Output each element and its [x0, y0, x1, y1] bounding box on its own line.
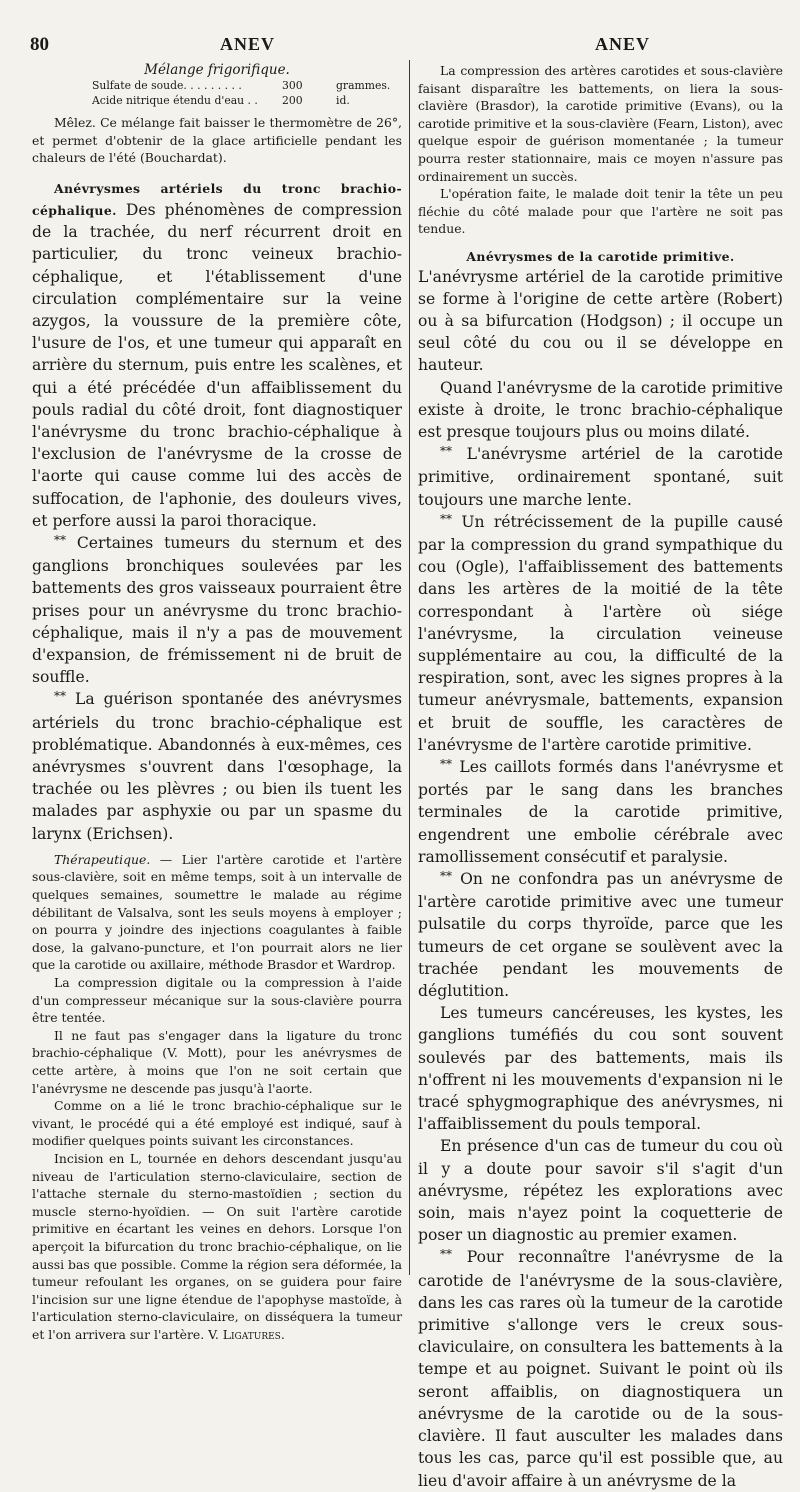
guerison-text: La guérison spontanée des anévrysmes artériels du tronc brachio-céphalique est problématique. Abandonnés à eux-mêmes, ces anévrysmes s'ouvrent dans l'œsophage, la trachée ou les plèvres ; ou bien ils tuent les malades par asphyxie ou par un spasme du larynx (Erichsen).	[32, 690, 402, 843]
operation-faite-paragraph: L'opération faite, le malade doit tenir la tête un peu fléchie du côté malade pour que l'artère ne soit pas tendue.	[418, 186, 783, 237]
asterism: **	[54, 689, 66, 704]
quand-droite-paragraph: Quand l'anévrysme de la carotide primitive existe à droite, le tronc brachio-céphalique est presque toujours plus ou moins dilaté.	[418, 378, 783, 441]
asterism: **	[440, 757, 452, 771]
ligatures-reference: Ligatures.	[222, 1326, 285, 1342]
running-head	[30, 34, 790, 56]
recipe-list	[32, 78, 402, 108]
caillots-text: Les caillots formés dans l'anévrysme et portés par le sang dans les branches terminales de la carotide primitive, engendrent une embolie cérébrale avec ramollissement consécutif et paralysie.	[418, 758, 783, 866]
carotide-heading: Anévrysmes de la carotide primitive.	[466, 248, 735, 264]
recipe-amount: 300	[282, 79, 303, 92]
compression-arteres-paragraph: La compression des artères carotides et sous-clavière faisant disparaître les battements, on liera la sous-clavière (Brasdor), la carotide primitive (Evans), ou la carotide primitive et la sous-clavière (Fearn, Liston), avec quelque espoir de guérison momentanée ; la tumeur pourra rester stationnaire, mais ce moyen n'assure pas ordinairement un succès.	[418, 63, 783, 184]
reconnaitre-text: Pour reconnaître l'anévrysme de la carotide de l'anévrysme de la sous-clavière, dans les cas rares où la tumeur de la carotide primitive s'allonge vers le creux sous-claviculaire, on consultera les battements à la tempe et au poignet. Suivant le point où ils seront affaiblis, on diagnostiquera un anévrysme de la carotide ou de la sous-clavière. Il faut ausculter les malades dans tous les cas, parce qu'il est possible que, au lieu d'avoir affaire à un anévrysme de la	[418, 1248, 783, 1490]
asterism: **	[440, 444, 452, 459]
tronc-heading: Anévrysmes artériels du tronc brachio-céphalique.	[32, 180, 402, 218]
recipe-title: Mélange frigorifique.	[144, 62, 290, 78]
reconnaitre-paragraph	[418, 1246, 783, 1491]
recipe-unit: grammes.	[336, 79, 391, 92]
tumeurs-sternum-text: Certaines tumeurs du sternum et des ganglions bronchiques soulevées par les battements des gros vaisseaux pourraient être prises pour un anévrysme du tronc brachio-céphalique, mais il n'y a pas de mouvement d'expansion, de frémissement ni de bruit de souffle.	[32, 534, 402, 687]
carotide-intro-paragraph: L'anévrysme artériel de la carotide primitive se forme à l'origine de cette artère (Robert) ou à sa bifurcation (Hodgson) ; il occupe un seul côté du cou ou il se développe en hauteur.	[418, 267, 783, 375]
comme-on-a-lie-paragraph: Comme on a lié le tronc brachio-céphalique sur le vivant, le procédé qui a été employé est indiqué, sauf à modifier quelques points suivant les circonstances.	[32, 1098, 402, 1149]
spontane-text: L'anévrysme artériel de la carotide primitive, ordinairement spontané, suit toujours une marche lente.	[418, 445, 783, 509]
recipe-row	[92, 93, 402, 108]
asterism: **	[440, 511, 452, 526]
compression-digitale-paragraph: La compression digitale ou la compression à l'aide d'un compresseur mécanique sur la sous-clavière pourra être tentée.	[32, 975, 402, 1026]
therapeutique-label: Thérapeutique.	[54, 851, 151, 867]
left-column	[32, 62, 402, 1344]
page-number: 80	[30, 34, 49, 55]
tronc-text: Des phénomènes de compression de la trachée, du nerf récurrent droit en particulier, du tronc veineux brachio-céphalique, et l'établissement d'une circulation complémentaire sur la veine azygos, la voussure de la première côte, l'usure de l'os, et une tumeur qui apparaît en arrière du sternum, puis entre les scalènes, et qui a été précédée d'un affaiblissement du pouls radial du côté droit, font diagnostiquer l'anévrysme du tronc brachio-céphalique à l'exclusion de l'anévrysme de la crosse de l'aorte qui cause comme lui des accès de suffocation, de l'aphonie, des douleurs vives, et perfore aussi la paroi thoracique.	[32, 200, 402, 530]
confondra-text: On ne confondra pas un anévrysme de l'artère carotide primitive avec une tumeur pulsatile du corps thyroïde, parce que les tumeurs de cet organe se soulèvent avec la trachée pendant les mouvements de déglutition.	[418, 870, 783, 1001]
recipe-ingredient: Acide nitrique étendu d'eau . .	[92, 94, 258, 107]
ne-faut-pas-paragraph: Il ne faut pas s'engager dans la ligature du tronc brachio-céphalique (V. Mott), pour les anévrysmes de cette artère, à moins que l'on ne soit certain que l'anévrysme ne descende pas jusqu'à l'aorte.	[32, 1027, 402, 1096]
recipe-amount: 200	[282, 94, 303, 107]
right-column	[418, 62, 783, 1492]
recipe-row	[92, 78, 402, 93]
asterism: **	[54, 533, 66, 548]
caillots-paragraph	[418, 756, 783, 868]
guerison-paragraph	[32, 688, 402, 844]
therapeutique-text: — Lier l'artère carotide et l'artère sous-clavière, soit en même temps, soit à un intervalle de quelques semaines, soumettre le malade au régime débilitant de Valsalva, sont les seuls moyens à employer ; on pourra y joindre des injections coagulantes à faible dose, la galvano-puncture, et l'on pourrait alors ne lier que la carotide ou axillaire, méthode Brasdor et Wardrop.	[32, 851, 402, 973]
tumeurs-sternum-paragraph	[32, 532, 402, 688]
recipe-ingredient: Sulfate de soude. . . . . . . . .	[92, 79, 242, 92]
incision-text: Incision en L, tournée en dehors descendant jusqu'au niveau de l'articulation sterno-claviculaire, section de l'attache sternale du sterno-mastoïdien ; section du muscle sterno-hyoïdien. — On suit l'artère carotide primitive en écartant les veines en dehors. Lorsque l'on aperçoit la bifurcation du tronc brachio-céphalique, on lie aussi bas que possible. Comme la région sera déformée, la tumeur refoulant les organes, on se guidera pour faire l'incision sur une ligne étendue de l'apophyse mastoïde, à l'articulation sterno-claviculaire, on disséquera la tumeur et l'on arrivera sur l'artère. V.	[32, 1150, 402, 1342]
en-presence-paragraph: En présence d'un cas de tumeur du cou où il y a doute pour savoir s'il s'agit d'un anévrysme, répétez les explorations avec soin, mais n'ayez point la coquetterie de poser un diagnostic au premier examen.	[418, 1137, 783, 1245]
left-running-head: ANEV	[220, 34, 276, 54]
spontane-paragraph	[418, 443, 783, 511]
pupille-paragraph	[418, 511, 783, 756]
column-divider	[409, 60, 410, 1275]
asterism: **	[440, 869, 452, 884]
asterism: **	[440, 1247, 452, 1262]
recipe-unit: id.	[336, 94, 350, 107]
melez-paragraph: Mêlez. Ce mélange fait baisser le thermomètre de 26°, et permet d'obtenir de la glace artificielle pendant les chaleurs de l'été (Bouchardat).	[32, 115, 402, 166]
incision-paragraph	[32, 1150, 402, 1344]
right-running-head: ANEV	[595, 34, 651, 54]
tumeurs-cancereuses-paragraph: Les tumeurs cancéreuses, les kystes, les ganglions tuméfiés du cou sont souvent soulevés par des battements, mais ils n'offrent ni les mouvements d'expansion ni le tracé sphygmographique des anévrysmes, ni l'affaiblissement du pouls temporal.	[418, 1004, 783, 1134]
therapeutique-paragraph	[32, 851, 402, 974]
pupille-text: Un rétrécissement de la pupille causé par la compression du grand sympathique du cou (Ogle), l'affaiblissement des battements dans les artères de la moitié de la tête correspondant à l'artère où siége l'anévrysme, la circulation veineuse supplémentaire au cou, la difficulté de la respiration, sont, avec les signes propres à la tumeur anévrysmale, battements, expansion et bruit de souffle, les caractères de l'anévrysme de l'artère carotide primitive.	[418, 512, 783, 754]
tronc-section	[32, 177, 402, 532]
confondra-paragraph	[418, 868, 783, 1002]
